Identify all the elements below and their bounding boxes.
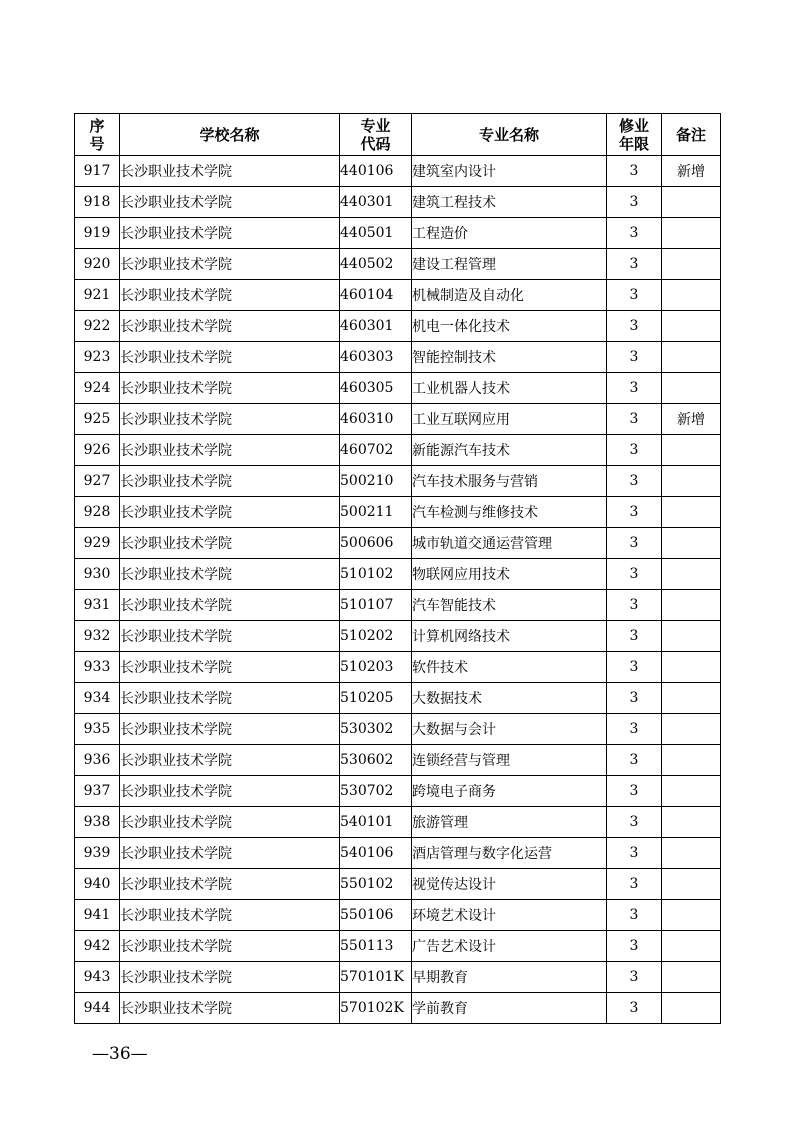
major-code-cell: 460305	[340, 373, 412, 404]
table-row	[75, 931, 721, 962]
remarks-cell	[662, 714, 721, 745]
major-name-cell: 汽车技术服务与营销	[412, 466, 607, 497]
school-name-cell: 长沙职业技术学院	[120, 900, 340, 931]
study-years-cell: 3	[607, 869, 662, 900]
remarks-cell	[662, 590, 721, 621]
table-row	[75, 683, 721, 714]
header-study-years	[607, 114, 662, 156]
serial-number-cell: 921	[75, 280, 120, 311]
remarks-cell	[662, 652, 721, 683]
header-serial-number	[75, 114, 120, 156]
major-code-cell: 550102	[340, 869, 412, 900]
school-name-cell: 长沙职业技术学院	[120, 280, 340, 311]
table-row	[75, 559, 721, 590]
header-remarks: 备注	[662, 114, 721, 156]
major-code-cell: 510107	[340, 590, 412, 621]
major-name-cell: 智能控制技术	[412, 342, 607, 373]
major-name-cell: 城市轨道交通运营管理	[412, 528, 607, 559]
table-row	[75, 838, 721, 869]
remarks-cell	[662, 559, 721, 590]
serial-number-cell: 918	[75, 187, 120, 218]
school-name-cell: 长沙职业技术学院	[120, 652, 340, 683]
remarks-cell	[662, 466, 721, 497]
study-years-cell: 3	[607, 590, 662, 621]
school-name-cell: 长沙职业技术学院	[120, 497, 340, 528]
school-name-cell: 长沙职业技术学院	[120, 590, 340, 621]
table-row	[75, 621, 721, 652]
table-row	[75, 280, 721, 311]
study-years-cell: 3	[607, 466, 662, 497]
major-name-cell: 建设工程管理	[412, 249, 607, 280]
major-name-cell: 建筑室内设计	[412, 156, 607, 187]
serial-number-cell: 917	[75, 156, 120, 187]
major-code-cell: 500211	[340, 497, 412, 528]
table-row	[75, 466, 721, 497]
remarks-cell	[662, 373, 721, 404]
table-row	[75, 962, 721, 993]
study-years-cell: 3	[607, 249, 662, 280]
school-name-cell: 长沙职业技术学院	[120, 249, 340, 280]
table-row	[75, 652, 721, 683]
major-code-cell: 550106	[340, 900, 412, 931]
study-years-cell: 3	[607, 745, 662, 776]
major-name-cell: 软件技术	[412, 652, 607, 683]
study-years-cell: 3	[607, 714, 662, 745]
serial-number-cell: 926	[75, 435, 120, 466]
header-years-line-2: 年限	[618, 134, 649, 153]
remarks-cell	[662, 342, 721, 373]
study-years-cell: 3	[607, 404, 662, 435]
header-school-name: 学校名称	[120, 114, 340, 156]
remarks-cell	[662, 218, 721, 249]
table-row	[75, 776, 721, 807]
serial-number-cell: 929	[75, 528, 120, 559]
study-years-cell: 3	[607, 311, 662, 342]
remarks-cell: 新增	[662, 156, 721, 187]
major-name-cell: 汽车检测与维修技术	[412, 497, 607, 528]
major-code-cell: 570101K	[340, 962, 412, 993]
study-years-cell: 3	[607, 497, 662, 528]
major-name-cell: 工业机器人技术	[412, 373, 607, 404]
page-number: —36—	[92, 1044, 148, 1064]
study-years-cell: 3	[607, 621, 662, 652]
serial-number-cell: 925	[75, 404, 120, 435]
header-serial-line-1: 序	[89, 116, 105, 135]
header-code-line-2: 代码	[360, 134, 391, 153]
serial-number-cell: 928	[75, 497, 120, 528]
school-name-cell: 长沙职业技术学院	[120, 962, 340, 993]
serial-number-cell: 943	[75, 962, 120, 993]
remarks-cell	[662, 249, 721, 280]
major-code-cell: 460702	[340, 435, 412, 466]
major-code-cell: 530602	[340, 745, 412, 776]
major-name-cell: 环境艺术设计	[412, 900, 607, 931]
school-name-cell: 长沙职业技术学院	[120, 435, 340, 466]
major-code-cell: 550113	[340, 931, 412, 962]
serial-number-cell: 940	[75, 869, 120, 900]
study-years-cell: 3	[607, 187, 662, 218]
school-name-cell: 长沙职业技术学院	[120, 838, 340, 869]
study-years-cell: 3	[607, 373, 662, 404]
study-years-cell: 3	[607, 559, 662, 590]
majors-table	[74, 113, 721, 1024]
school-name-cell: 长沙职业技术学院	[120, 404, 340, 435]
major-name-cell: 大数据与会计	[412, 714, 607, 745]
study-years-cell: 3	[607, 652, 662, 683]
table-body	[75, 156, 721, 1024]
table-row	[75, 807, 721, 838]
major-name-cell: 旅游管理	[412, 807, 607, 838]
serial-number-cell: 944	[75, 993, 120, 1024]
study-years-cell: 3	[607, 435, 662, 466]
major-code-cell: 440106	[340, 156, 412, 187]
major-code-cell: 510102	[340, 559, 412, 590]
major-code-cell: 440501	[340, 218, 412, 249]
school-name-cell: 长沙职业技术学院	[120, 683, 340, 714]
school-name-cell: 长沙职业技术学院	[120, 342, 340, 373]
serial-number-cell: 927	[75, 466, 120, 497]
major-code-cell: 500210	[340, 466, 412, 497]
table-row	[75, 900, 721, 931]
table-row	[75, 373, 721, 404]
major-code-cell: 510202	[340, 621, 412, 652]
serial-number-cell: 938	[75, 807, 120, 838]
table-row	[75, 187, 721, 218]
table-header-row	[75, 114, 721, 156]
table-row	[75, 714, 721, 745]
major-code-cell: 570102K	[340, 993, 412, 1024]
study-years-cell: 3	[607, 528, 662, 559]
study-years-cell: 3	[607, 900, 662, 931]
major-code-cell: 460104	[340, 280, 412, 311]
school-name-cell: 长沙职业技术学院	[120, 187, 340, 218]
school-name-cell: 长沙职业技术学院	[120, 373, 340, 404]
study-years-cell: 3	[607, 838, 662, 869]
serial-number-cell: 932	[75, 621, 120, 652]
school-name-cell: 长沙职业技术学院	[120, 311, 340, 342]
school-name-cell: 长沙职业技术学院	[120, 528, 340, 559]
study-years-cell: 3	[607, 776, 662, 807]
study-years-cell: 3	[607, 342, 662, 373]
table-row	[75, 435, 721, 466]
header-years-line-1: 修业	[618, 116, 649, 135]
remarks-cell	[662, 280, 721, 311]
study-years-cell: 3	[607, 280, 662, 311]
remarks-cell	[662, 776, 721, 807]
study-years-cell: 3	[607, 931, 662, 962]
school-name-cell: 长沙职业技术学院	[120, 559, 340, 590]
table-row	[75, 404, 721, 435]
remarks-cell	[662, 993, 721, 1024]
major-name-cell: 物联网应用技术	[412, 559, 607, 590]
major-code-cell: 440502	[340, 249, 412, 280]
table-row	[75, 869, 721, 900]
major-code-cell: 540101	[340, 807, 412, 838]
remarks-cell	[662, 528, 721, 559]
header-code-line-1: 专业	[360, 116, 391, 135]
study-years-cell: 3	[607, 156, 662, 187]
school-name-cell: 长沙职业技术学院	[120, 807, 340, 838]
major-name-cell: 跨境电子商务	[412, 776, 607, 807]
serial-number-cell: 933	[75, 652, 120, 683]
school-name-cell: 长沙职业技术学院	[120, 218, 340, 249]
school-name-cell: 长沙职业技术学院	[120, 745, 340, 776]
table-row	[75, 342, 721, 373]
remarks-cell	[662, 869, 721, 900]
study-years-cell: 3	[607, 993, 662, 1024]
serial-number-cell: 930	[75, 559, 120, 590]
major-name-cell: 计算机网络技术	[412, 621, 607, 652]
serial-number-cell: 937	[75, 776, 120, 807]
remarks-cell	[662, 311, 721, 342]
major-name-cell: 早期教育	[412, 962, 607, 993]
table-row	[75, 218, 721, 249]
major-code-cell: 460303	[340, 342, 412, 373]
serial-number-cell: 924	[75, 373, 120, 404]
major-name-cell: 工程造价	[412, 218, 607, 249]
study-years-cell: 3	[607, 962, 662, 993]
major-name-cell: 学前教育	[412, 993, 607, 1024]
remarks-cell	[662, 838, 721, 869]
major-name-cell: 机械制造及自动化	[412, 280, 607, 311]
study-years-cell: 3	[607, 218, 662, 249]
remarks-cell: 新增	[662, 404, 721, 435]
remarks-cell	[662, 435, 721, 466]
major-code-cell: 540106	[340, 838, 412, 869]
table-row	[75, 311, 721, 342]
remarks-cell	[662, 900, 721, 931]
serial-number-cell: 920	[75, 249, 120, 280]
school-name-cell: 长沙职业技术学院	[120, 776, 340, 807]
serial-number-cell: 941	[75, 900, 120, 931]
major-name-cell: 机电一体化技术	[412, 311, 607, 342]
major-name-cell: 酒店管理与数字化运营	[412, 838, 607, 869]
remarks-cell	[662, 497, 721, 528]
school-name-cell: 长沙职业技术学院	[120, 993, 340, 1024]
remarks-cell	[662, 683, 721, 714]
major-name-cell: 连锁经营与管理	[412, 745, 607, 776]
major-code-cell: 510205	[340, 683, 412, 714]
study-years-cell: 3	[607, 807, 662, 838]
study-years-cell: 3	[607, 683, 662, 714]
table-row	[75, 745, 721, 776]
major-code-cell: 530702	[340, 776, 412, 807]
serial-number-cell: 934	[75, 683, 120, 714]
serial-number-cell: 931	[75, 590, 120, 621]
school-name-cell: 长沙职业技术学院	[120, 931, 340, 962]
remarks-cell	[662, 931, 721, 962]
school-name-cell: 长沙职业技术学院	[120, 466, 340, 497]
major-code-cell: 500606	[340, 528, 412, 559]
serial-number-cell: 922	[75, 311, 120, 342]
table-row	[75, 497, 721, 528]
serial-number-cell: 923	[75, 342, 120, 373]
table-row	[75, 993, 721, 1024]
major-name-cell: 新能源汽车技术	[412, 435, 607, 466]
table-row	[75, 249, 721, 280]
serial-number-cell: 942	[75, 931, 120, 962]
major-name-cell: 建筑工程技术	[412, 187, 607, 218]
major-code-cell: 460310	[340, 404, 412, 435]
table-row	[75, 156, 721, 187]
major-name-cell: 视觉传达设计	[412, 869, 607, 900]
major-name-cell: 广告艺术设计	[412, 931, 607, 962]
remarks-cell	[662, 745, 721, 776]
school-name-cell: 长沙职业技术学院	[120, 714, 340, 745]
school-name-cell: 长沙职业技术学院	[120, 621, 340, 652]
major-name-cell: 汽车智能技术	[412, 590, 607, 621]
major-code-cell: 440301	[340, 187, 412, 218]
school-name-cell: 长沙职业技术学院	[120, 156, 340, 187]
serial-number-cell: 939	[75, 838, 120, 869]
school-name-cell: 长沙职业技术学院	[120, 869, 340, 900]
remarks-cell	[662, 621, 721, 652]
major-name-cell: 大数据技术	[412, 683, 607, 714]
table-row	[75, 590, 721, 621]
serial-number-cell: 935	[75, 714, 120, 745]
remarks-cell	[662, 962, 721, 993]
major-code-cell: 510203	[340, 652, 412, 683]
major-name-cell: 工业互联网应用	[412, 404, 607, 435]
major-code-cell: 530302	[340, 714, 412, 745]
header-major-name: 专业名称	[412, 114, 607, 156]
table-row	[75, 528, 721, 559]
header-major-code	[340, 114, 412, 156]
major-code-cell: 460301	[340, 311, 412, 342]
serial-number-cell: 936	[75, 745, 120, 776]
serial-number-cell: 919	[75, 218, 120, 249]
remarks-cell	[662, 807, 721, 838]
remarks-cell	[662, 187, 721, 218]
header-serial-line-2: 号	[89, 134, 105, 153]
